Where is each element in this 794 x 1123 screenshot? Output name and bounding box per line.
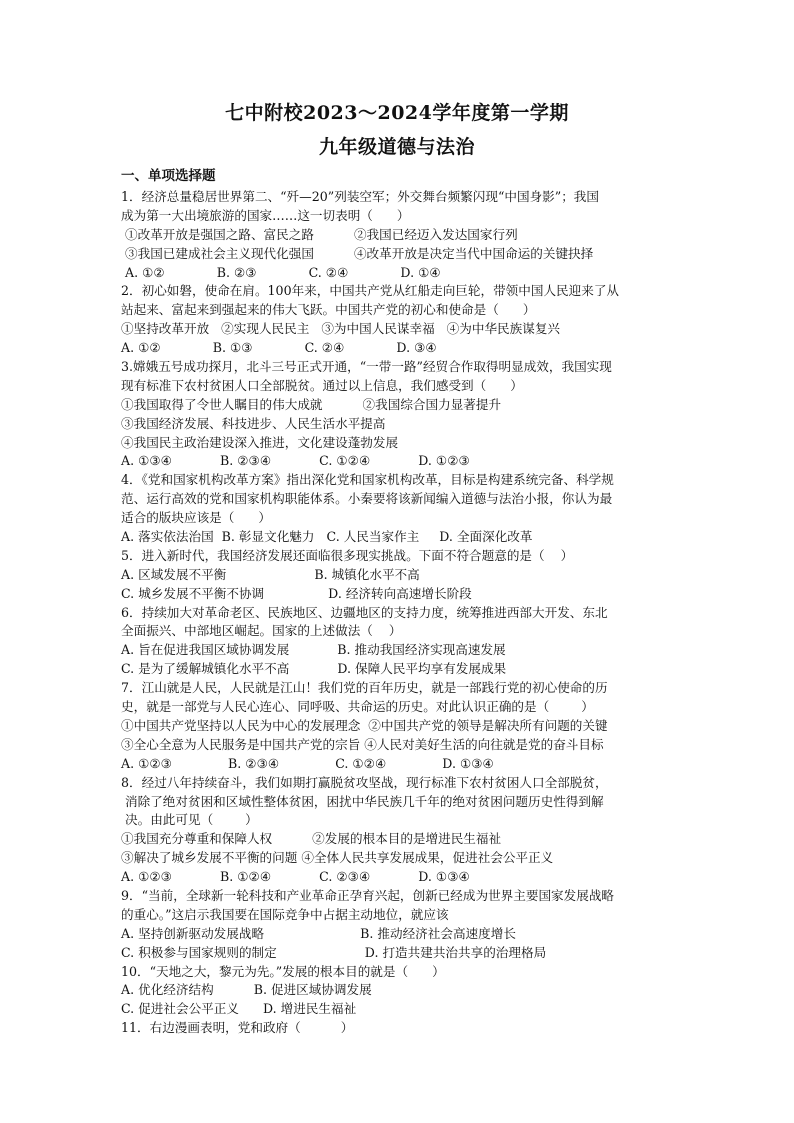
question-line: 11．右边漫画表明，党和政府（ ） xyxy=(121,1020,354,1036)
question-line: 4．《党和国家机构改革方案》指出深化党和国家机构改革，目标是构建系统完备、科学规 xyxy=(121,472,614,488)
question-line: A. 旨在促进我国区域协调发展 B. 推动我国经济实现高速发展 xyxy=(121,642,506,658)
question-line: ①改革开放是强国之路、富民之路 ②我国已经迈入发达国家行列 xyxy=(121,226,518,242)
question-line: ①坚持改革开放 ②实现人民民主 ③为中国人民谋幸福 ④为中华民族谋复兴 xyxy=(121,321,561,337)
question-line: C. 促进社会公平正义 D. 增进民生福祉 xyxy=(121,1001,357,1017)
question-line: 9．“当前，全球新一轮科技和产业革命正孕育兴起，创新已经成为世界主要国家发展战略 xyxy=(121,887,615,903)
question-line: A. ①② B. ①③ C. ②④ D. ③④ xyxy=(121,340,437,356)
question-line: 成为第一大出境旅游的国家……这一切表明（ ） xyxy=(121,207,410,223)
question-line: 站起来、富起来到强起来的伟大飞跃。中国共产党的初心和使命是（ ） xyxy=(121,302,536,318)
question-line: C. 是为了缓解城镇化水平不高 D. 保障人民平均享有发展成果 xyxy=(121,661,507,677)
question-line: 现有标准下农村贫困人口全部脱贫。通过以上信息，我们感受到（ ） xyxy=(121,377,523,393)
question-line: ③我国经济发展、科技进步、人民生活水平提高 xyxy=(121,415,386,431)
question-line: 7．江山就是人民，人民就是江山！我们党的百年历史，就是一部践行党的初心使命的历 xyxy=(121,680,608,696)
page-title: 七中附校2023～2024学年度第一学期 xyxy=(225,102,569,124)
page-subtitle: 九年级道德与法治 xyxy=(318,136,475,158)
question-line: ①中国共产党坚持以人民为中心的发展理念 ②中国共产党的领导是解决所有问题的关键 xyxy=(121,717,608,733)
question-line: ③全心全意为人民服务是中国共产党的宗旨 ④人民对美好生活的向往就是党的奋斗目标 xyxy=(121,736,604,752)
question-line: A. ①②③ B. ①②④ C. ②③④ D. ①③④ xyxy=(121,869,470,885)
question-line: 5．进入新时代，我国经济发展还面临很多现实挑战。下面不符合题意的是（ ） xyxy=(121,547,574,563)
question-line: A. ①③④ B. ②③④ C. ①②④ D. ①②③ xyxy=(121,453,470,469)
section-heading: 一、单项选择题 xyxy=(121,168,216,184)
question-line: 全面振兴、中部地区崛起。国家的上述做法（ ） xyxy=(121,623,402,639)
question-line: A. ①②③ B. ②③④ C. ①②④ D. ①③④ xyxy=(121,755,494,771)
question-list xyxy=(121,188,681,1038)
question-line: 适合的版块应该是（ ） xyxy=(121,510,271,526)
question-line: A. ①② B. ②③ C. ②④ D. ①④ xyxy=(121,264,441,280)
question-line: A. 优化经济结构 B. 促进区域协调发展 xyxy=(121,982,372,998)
question-line: ①我国取得了令世人瞩目的伟大成就 ②我国综合国力显著提升 xyxy=(121,396,502,412)
question-line: 决。由此可见（ ） xyxy=(121,812,258,828)
question-line: A. 落实依法治国 B. 彰显文化魅力 C. 人民当家作主 D. 全面深化改革 xyxy=(121,529,533,545)
question-line: A. 区域发展不平衡 B. 城镇化水平不高 xyxy=(121,566,420,582)
question-line: 史，就是一部党与人民心连心、同呼吸、共命运的历史。对此认识正确的是（ ） xyxy=(121,699,594,715)
question-line: 2．初心如磐，使命在肩。100年来，中国共产党从红船走向巨轮，带领中国人民迎来了从 xyxy=(121,283,620,299)
question-line: ③我国已建成社会主义现代化强国 ④改革开放是决定当代中国命运的关键抉择 xyxy=(121,245,594,261)
question-line: A. 坚持创新驱动发展战略 B. 推动经济社会高速度增长 xyxy=(121,925,516,941)
question-line: 范、运行高效的党和国家机构职能体系。小秦要将该新闻编入道德与法治小报，你认为最 xyxy=(121,491,613,507)
question-line: C. 城乡发展不平衡不协调 D. 经济转向高速增长阶段 xyxy=(121,585,472,601)
question-line: 消除了绝对贫困和区域性整体贫困，困扰中华民族几千年的绝对贫困问题历史性得到解 xyxy=(121,793,604,809)
question-line: 8．经过八年持续奋斗，我们如期打赢脱贫攻坚战，现行标准下农村贫困人口全部脱贫， xyxy=(121,774,608,790)
question-line: ④我国民主政治建设深入推进，文化建设蓬勃发展 xyxy=(121,434,399,450)
question-line: 3.嫦娥五号成功探月，北斗三号正式开通，“一带一路”经贸合作取得明显成效，我国实现 xyxy=(121,359,612,375)
question-line: ①我国充分尊重和保障人权 ②发展的根本目的是增进民生福祉 xyxy=(121,831,502,847)
question-line: C. 积极参与国家规则的制定 D. 打造共建共治共享的治理格局 xyxy=(121,944,547,960)
question-line: 6．持续加大对革命老区、民族地区、边疆地区的支持力度，统筹推进西部大开发、东北 xyxy=(121,604,608,620)
question-line: 的重心。”这启示我国要在国际竞争中占据主动地位，就应该 xyxy=(121,906,449,922)
question-line: ③解决了城乡发展不平衡的问题 ④全体人民共享发展成果，促进社会公平正义 xyxy=(121,850,554,866)
question-line: 1．经济总量稳居世界第二、“歼—20”列装空军；外交舞台频繁闪现“中国身影”；我国 xyxy=(121,189,599,204)
question-line: 10．“天地之大，黎元为先。”发展的根本目的就是（ ） xyxy=(121,963,445,979)
